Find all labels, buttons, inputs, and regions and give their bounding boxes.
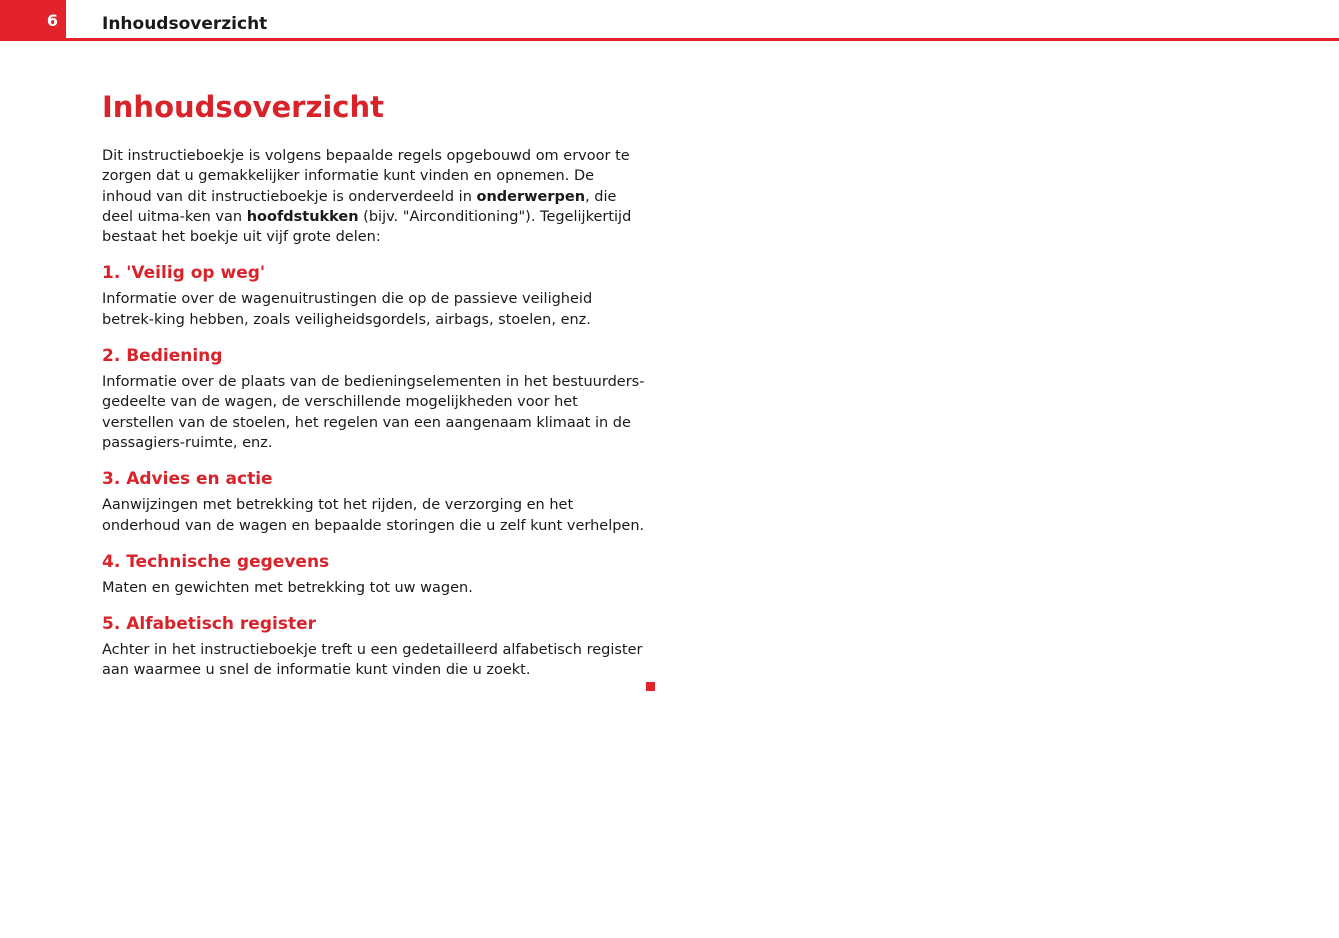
intro-text-3: (bijv. "Airconditioning"). Tegelijkertijd bestaat het boekje uit vijf grote delen: — [102, 208, 632, 246]
page-number: 6 — [0, 0, 66, 41]
main-content — [102, 86, 647, 681]
section-heading-technical: 4. Technische gegevens — [102, 551, 330, 572]
section-text-operation: Informatie over de plaats van de bedieningselementen in het bestuurders-gedeelte van de wagen, de verschillende mogelijkheden voor het verstellen van de stoelen, het regelen van een aangenaam klimaat in de passagiers-ruimte, enz. — [102, 374, 645, 451]
section-text-safety: Informatie over de wagenuitrustingen die op de passieve veiligheid betrek-king hebben, zoals veiligheidsgordels, airbags, stoelen, enz. — [102, 291, 593, 328]
section-heading-safety: 1. 'Veilig op weg' — [102, 263, 266, 284]
section-end-square-icon — [646, 682, 655, 691]
intro-bold-chapters: hoofdstukken — [246, 208, 359, 225]
intro-paragraph — [102, 146, 647, 247]
section-text-index: Achter in het instructieboekje treft u een gedetailleerd alfabetisch register aan waarmee u snel de informatie kunt vinden die u zoekt. — [102, 642, 643, 679]
section-text-advice: Aanwijzingen met betrekking tot het rijden, de verzorging en het onderhoud van de wagen en bepaalde storingen die u zelf kunt verhelpen. — [102, 497, 645, 534]
section-heading-index: 5. Alfabetisch register — [102, 614, 316, 635]
header-divider — [66, 38, 1339, 41]
section-heading-advice: 3. Advies en actie — [102, 469, 273, 490]
page-title: Inhoudsoverzicht — [102, 90, 384, 124]
intro-text-2: , die deel uitma-ken van — [102, 188, 617, 225]
section-heading-operation: 2. Bediening — [102, 346, 223, 367]
page-header — [0, 0, 1339, 41]
section-text-technical: Maten en gewichten met betrekking tot uw wagen. — [102, 579, 473, 596]
intro-bold-topics: onderwerpen — [476, 188, 586, 205]
running-header-title: Inhoudsoverzicht — [102, 14, 268, 34]
intro-text-1: Dit instructieboekje is volgens bepaalde regels opgebouwd om ervoor te zorgen dat u gemakkelijker informatie kunt vinden en opnemen. De inhoud van dit instructieboekje is onderverdeeld in — [102, 148, 630, 205]
